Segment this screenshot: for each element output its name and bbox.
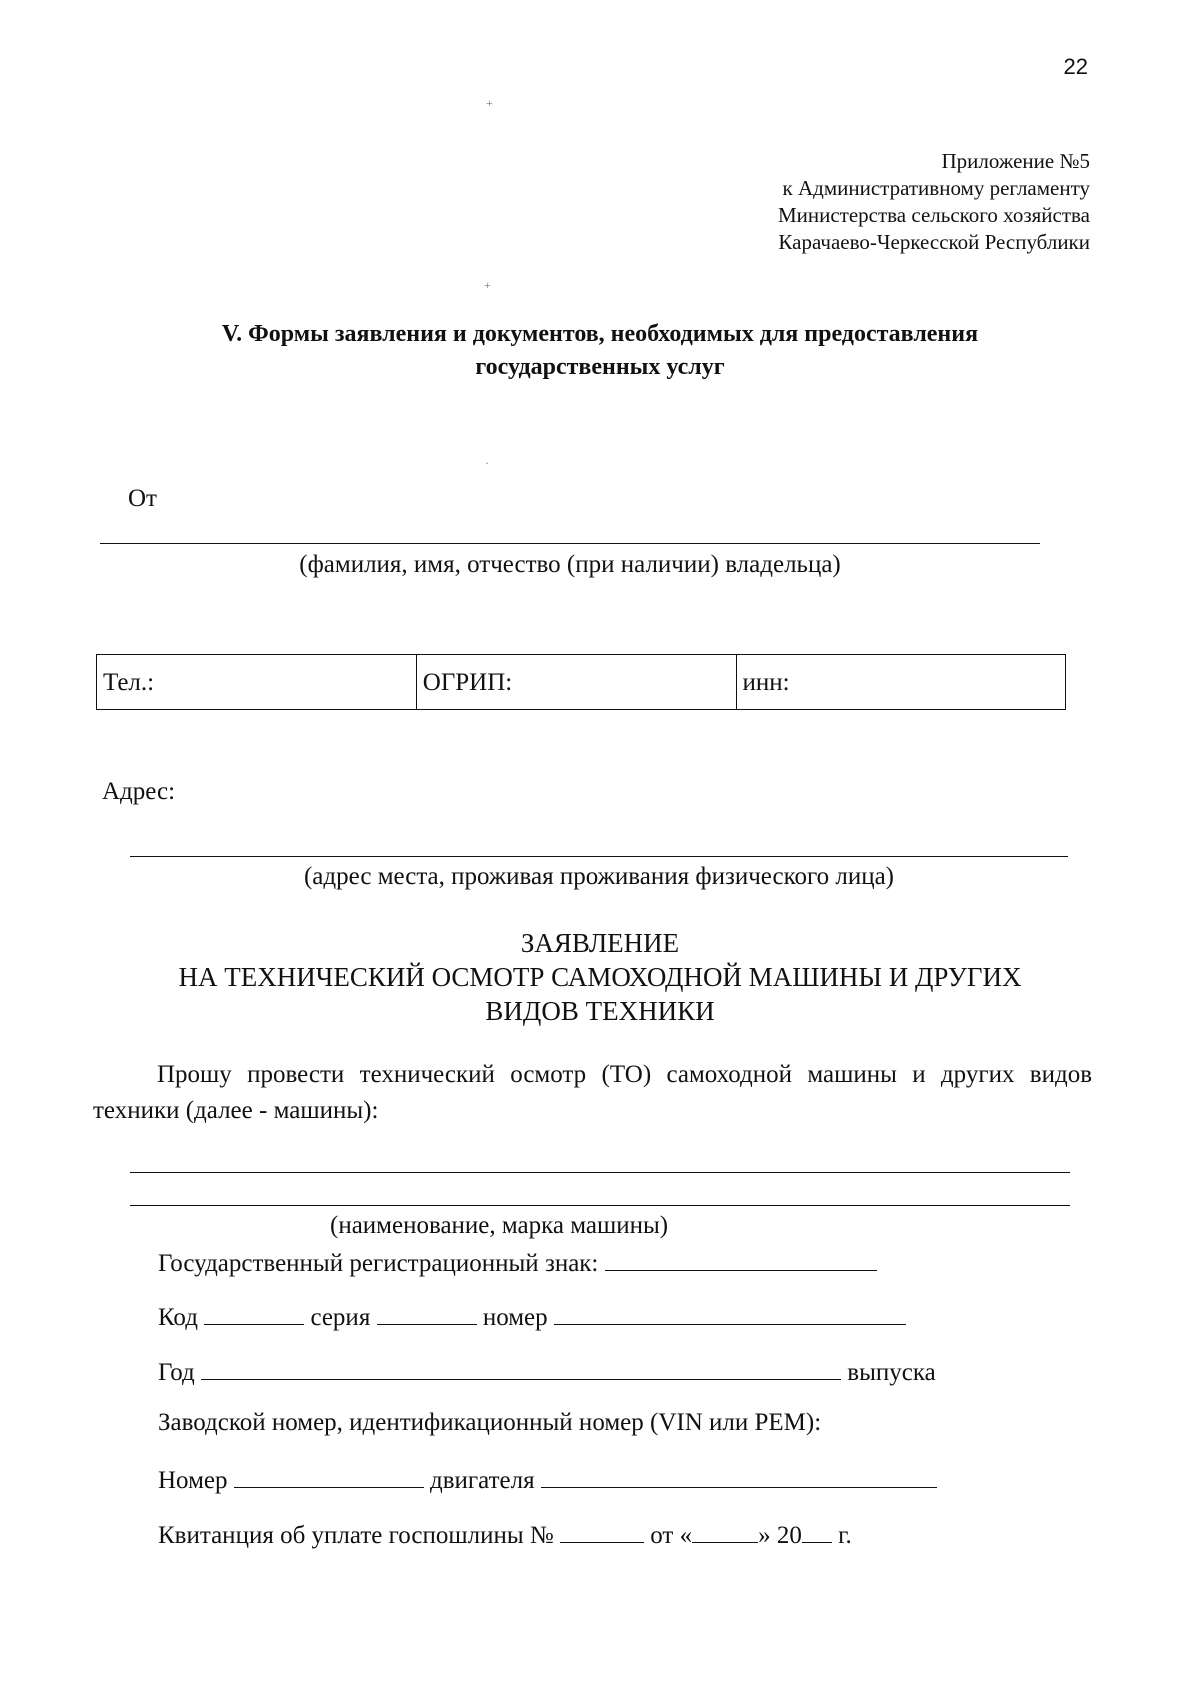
number-field[interactable] — [554, 1300, 906, 1325]
section-title-line: V. Формы заявления и документов, необходимых для предоставления — [221, 321, 979, 347]
year-field[interactable] — [201, 1355, 841, 1380]
address-label: Адрес: — [102, 778, 176, 805]
inn-label: инн: — [742, 669, 790, 696]
code-field[interactable] — [204, 1300, 304, 1325]
scan-mark: + — [484, 278, 491, 292]
phone-label: Тел.: — [103, 669, 155, 696]
series-field[interactable] — [377, 1300, 477, 1325]
engine-number-field[interactable] — [234, 1463, 424, 1488]
reg-sign-row — [158, 1246, 877, 1278]
section-title — [0, 318, 1200, 384]
inn-cell[interactable] — [736, 655, 1065, 710]
appendix-line: к Административному регламенту — [782, 176, 1090, 200]
appendix-line: Министерства сельского хозяйства — [777, 203, 1090, 227]
phone-cell[interactable] — [97, 655, 417, 710]
owner-name-line[interactable] — [100, 543, 1040, 544]
vin-row — [158, 1409, 821, 1437]
scan-mark: + — [486, 96, 493, 110]
owner-caption: (фамилия, имя, отчество (при наличии) владельца) — [299, 551, 841, 578]
engine-label: двигателя — [430, 1467, 535, 1494]
receipt-year-label: » 20 — [758, 1522, 802, 1549]
receipt-number-field[interactable] — [560, 1518, 644, 1543]
code-label: Код — [158, 1304, 198, 1331]
receipt-label: Квитанция об уплате госпошлины № — [158, 1522, 554, 1549]
contacts-table — [96, 654, 1066, 710]
engine-number-label: Номер — [158, 1467, 228, 1494]
engine-field[interactable] — [541, 1463, 937, 1488]
series-label: серия — [310, 1304, 371, 1331]
heading-line: ЗАЯВЛЕНИЕ — [520, 928, 680, 958]
from-label: От — [128, 485, 157, 512]
vin-label: Заводской номер, идентификационный номер (VIN или PEM): — [158, 1409, 822, 1436]
ogrip-cell[interactable] — [416, 655, 736, 710]
receipt-from-label: от « — [650, 1522, 693, 1549]
application-heading — [0, 926, 1200, 1028]
appendix-line: Приложение №5 — [941, 149, 1090, 173]
year-label: Год — [158, 1359, 195, 1386]
page-number: 22 — [1063, 54, 1088, 79]
release-label: выпуска — [847, 1359, 936, 1386]
year-row — [158, 1355, 936, 1387]
request-text: Прошу провести технический осмотр (ТО) самоходной машины и других видов техники (далее - машины): — [93, 1061, 1092, 1124]
number-label: номер — [482, 1304, 548, 1331]
code-series-number-row — [158, 1300, 906, 1332]
appendix-block — [778, 148, 1090, 256]
ogrip-label: ОГРИП: — [422, 669, 513, 696]
receipt-day-field[interactable] — [692, 1518, 758, 1543]
reg-sign-label: Государственный регистрационный знак: — [158, 1250, 599, 1277]
section-title-line: государственных услуг — [475, 354, 725, 380]
machine-caption: (наименование, марка машины) — [330, 1212, 669, 1239]
machine-brand-line[interactable] — [130, 1205, 1070, 1206]
reg-sign-field[interactable] — [605, 1246, 877, 1271]
heading-line: ВИДОВ ТЕХНИКИ — [485, 996, 715, 1026]
engine-row — [158, 1463, 937, 1495]
receipt-row — [158, 1518, 852, 1550]
appendix-line: Карачаево-Черкесской Республики — [778, 230, 1090, 254]
machine-name-line[interactable] — [130, 1172, 1070, 1173]
receipt-g-label: г. — [838, 1522, 852, 1549]
receipt-year-field[interactable] — [802, 1518, 832, 1543]
scan-mark: · — [485, 456, 489, 470]
address-line[interactable] — [130, 856, 1068, 857]
address-caption: (адрес места, проживая проживания физического лица) — [303, 863, 894, 890]
heading-line: НА ТЕХНИЧЕСКИЙ ОСМОТР САМОХОДНОЙ МАШИНЫ И ДРУГИХ — [178, 962, 1022, 992]
